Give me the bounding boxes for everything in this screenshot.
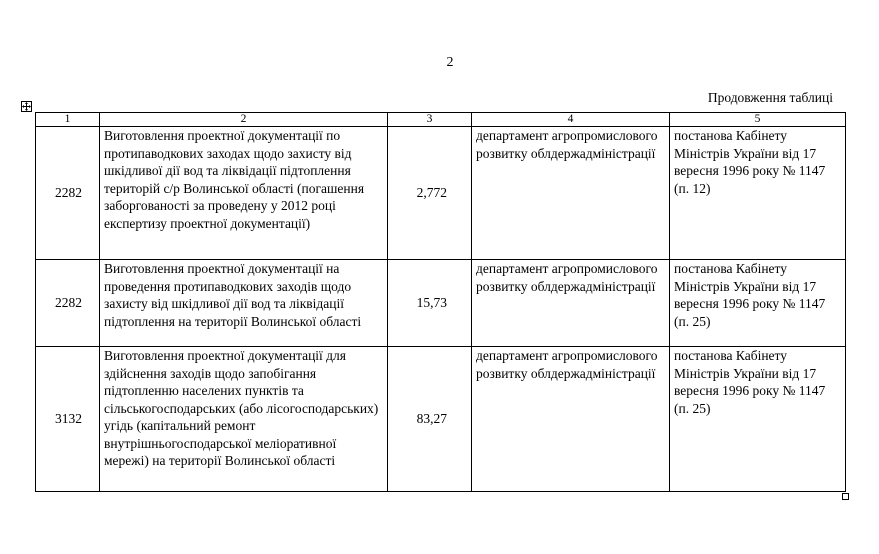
code-cell: 2282 <box>36 127 100 260</box>
basis-cell: постанова Кабінету Міністрів України від 17 вересня 1996 року № 1147 (п. 12) <box>670 127 846 260</box>
department-cell: департамент агропромислового розвитку облдержадміністрації <box>472 127 670 260</box>
table-row <box>36 347 846 492</box>
table-resize-handle-icon[interactable] <box>842 493 849 500</box>
table-row <box>36 127 846 260</box>
amount-cell: 83,27 <box>388 347 472 492</box>
header-cell-5: 5 <box>670 113 846 127</box>
basis-cell: постанова Кабінету Міністрів України від 17 вересня 1996 року № 1147 (п. 25) <box>670 347 846 492</box>
department-cell: департамент агропромислового розвитку облдержадміністрації <box>472 260 670 347</box>
amount-cell: 2,772 <box>388 127 472 260</box>
table-header-row <box>36 113 846 127</box>
description-cell: Виготовлення проектної документації для здійснення заходів щодо запобігання підтопленню населених пунктів та сільськогосподарських (або лісогосподарських) угідь (капітальний ремонт внутрішньогосподарської меліоративної мережі) на території Волинської області <box>100 347 388 492</box>
continuation-label: Продовження таблиці <box>707 90 833 105</box>
department-cell: департамент агропромислового розвитку облдержадміністрації <box>472 347 670 492</box>
page-number: 2 <box>446 55 454 70</box>
code-cell: 3132 <box>36 347 100 492</box>
amount-cell: 15,73 <box>388 260 472 347</box>
header-cell-2: 2 <box>100 113 388 127</box>
basis-cell: постанова Кабінету Міністрів України від 17 вересня 1996 року № 1147 (п. 25) <box>670 260 846 347</box>
code-cell: 2282 <box>36 260 100 347</box>
data-table <box>35 112 846 492</box>
table-move-handle-icon[interactable] <box>21 101 32 112</box>
description-cell: Виготовлення проектної документації на проведення протипаводкових заходів щодо захисту від шкідливої дії вод та ліквідації підтоплення на території Волинської області <box>100 260 388 347</box>
header-cell-3: 3 <box>388 113 472 127</box>
table-row <box>36 260 846 347</box>
header-cell-1: 1 <box>36 113 100 127</box>
description-cell: Виготовлення проектної документації по протипаводкових заходах щодо захисту від шкідливої дії вод та ліквідації підтоплення територій с/р Волинської області (погашення заборгованості за проведену у 2012 році експертизу проектної документації) <box>100 127 388 260</box>
header-cell-4: 4 <box>472 113 670 127</box>
